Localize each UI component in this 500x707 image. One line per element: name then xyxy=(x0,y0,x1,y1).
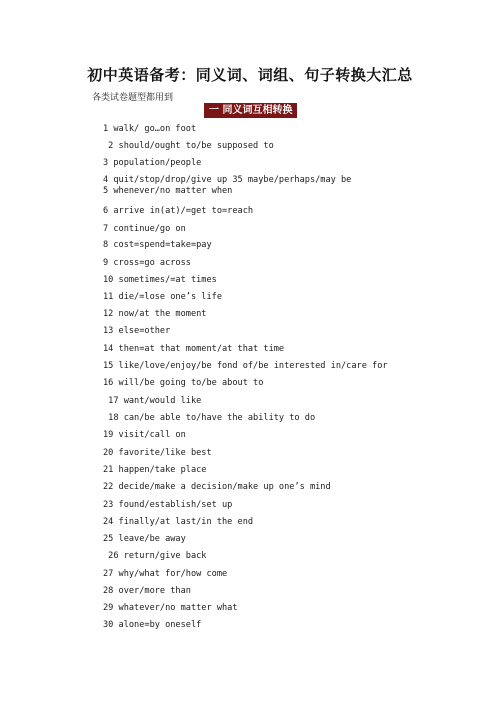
list-item: 2 should/ought to/be supposed to xyxy=(103,141,274,151)
list-item: 5 whenever/no matter when xyxy=(103,186,233,196)
list-item: 27 why/what for/how come xyxy=(103,569,228,579)
list-item: 24 finally/at last/in the end xyxy=(103,517,254,527)
list-item: 13 else=other xyxy=(103,326,171,336)
page-subtitle: 各类试卷题型都用到 xyxy=(92,93,174,103)
list-item: 4 quit/stop/drop/give up 35 maybe/perhaps/may be xyxy=(103,175,352,185)
list-item: 15 like/love/enjoy/be fond of/be interested in/care for xyxy=(103,361,388,371)
list-item: 16 will/be going to/be about to xyxy=(103,378,264,388)
section-heading: 一 同义词互相转换 xyxy=(204,103,297,118)
list-item: 22 decide/make a decision/make up one’s mind xyxy=(103,482,331,492)
page-title: 初中英语备考：同义词、词组、句子转换大汇总 xyxy=(87,66,413,84)
list-item: 28 over/more than xyxy=(103,586,191,596)
list-item: 3 population/people xyxy=(103,158,202,168)
list-item: 25 leave/be away xyxy=(103,534,186,544)
list-item: 11 die/=lose one’s life xyxy=(103,292,222,302)
list-item: 26 return/give back xyxy=(103,551,207,561)
list-item: 17 want/would like xyxy=(103,396,202,406)
list-item: 1 walk/ go…on foot xyxy=(103,124,197,134)
list-item: 7 continue/go on xyxy=(103,224,186,234)
list-item: 19 visit/call on xyxy=(103,430,186,440)
list-item: 6 arrive in(at)/=get to=reach xyxy=(103,206,254,216)
list-item: 29 whatever/no matter what xyxy=(103,603,238,613)
list-item: 10 sometimes/=at times xyxy=(103,275,217,285)
list-item: 12 now/at the moment xyxy=(103,309,207,319)
list-item: 18 can/be able to/have the ability to do xyxy=(103,413,316,423)
list-item: 9 cross=go across xyxy=(103,258,191,268)
list-item: 8 cost=spend=take=pay xyxy=(103,240,212,250)
list-item: 23 found/establish/set up xyxy=(103,500,233,510)
list-item: 30 alone=by oneself xyxy=(103,620,202,630)
list-item: 14 then=at that moment/at that time xyxy=(103,344,285,354)
list-item: 21 happen/take place xyxy=(103,465,207,475)
list-item: 20 favorite/like best xyxy=(103,448,212,458)
